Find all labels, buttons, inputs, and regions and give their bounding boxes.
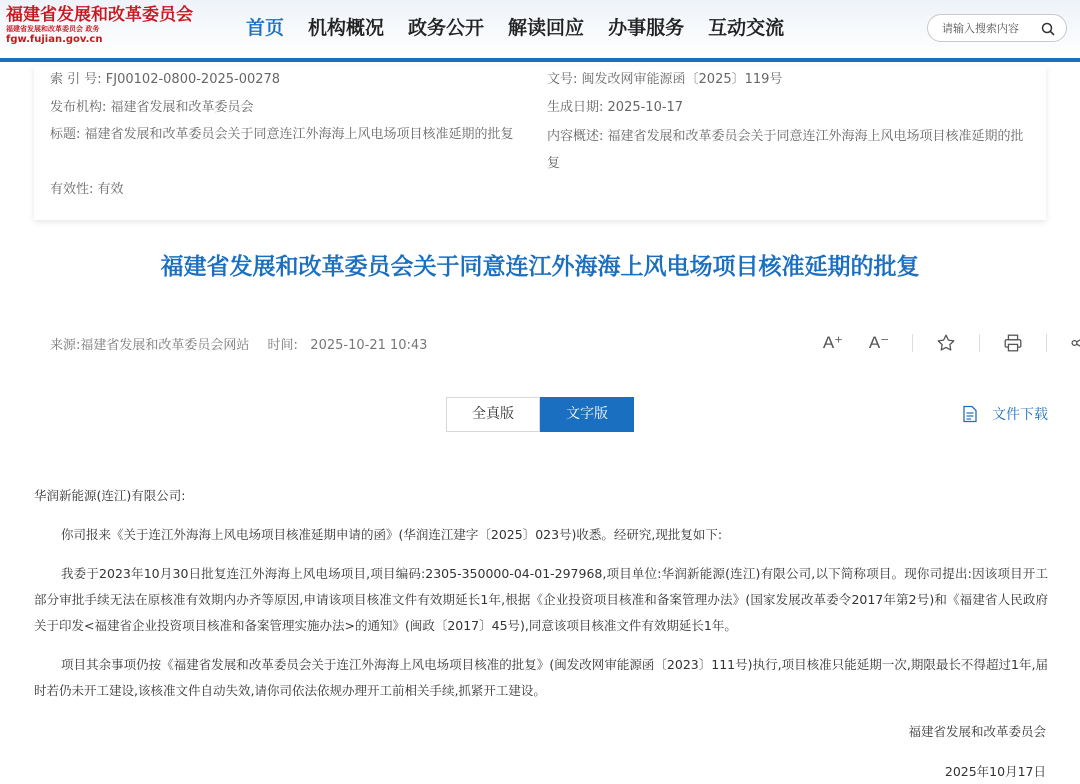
search-box [927,14,1067,42]
main-nav [234,14,796,42]
nav-item-interpretation[interactable]: 解读回应 [508,17,585,39]
file-download-label: 文件下载 [992,407,1048,423]
toolbar-divider [979,334,980,352]
nav-item-services[interactable]: 办事服务 [608,17,685,39]
tab-full-version[interactable]: 全真版 [446,397,540,432]
article-toolbar [820,330,1080,356]
addressee: 华润新能源(连江)有限公司: [34,488,186,503]
meta-publisher: 发布机构: 福建省发展和改革委员会 [50,100,254,115]
meta-summary: 内容概述: 福建省发展和改革委员会关于同意连江外海海上风电场项目核准延期的批复 [547,129,1024,171]
article-title: 福建省发展和改革委员会关于同意连江外海海上风电场项目核准延期的批复 [160,254,920,280]
logo-title: 福建省发展和改革委员会 [6,5,193,25]
meta-doc-number: 文号: 闽发改网审能源函〔2025〕119号 [547,72,783,87]
meta-index: 索 引 号: FJ00102-0800-2025-00278 [50,72,281,87]
nav-item-gov-affairs[interactable]: 政务公开 [408,17,485,39]
document-icon [962,405,978,423]
print-icon[interactable] [1000,330,1026,356]
site-logo[interactable] [6,5,216,51]
nav-item-interaction[interactable]: 互动交流 [708,17,785,39]
article-source: 来源:福建省发展和改革委员会网站 [50,338,250,353]
toolbar-divider [1046,334,1047,352]
body-paragraph-2: 我委于2023年10月30日批复连江外海海上风电场项目,项目编码:2305-350000-04-01-297968,项目单位:华润新能源(连江)有限公司,以下简称项目。现你司提出:因该项目开工部分审批手续无法在原核准有效期内办齐等原因,申请该项目核准文件有效期延长1年,根据《企业投资项目核准和备案管理办法》(国家发展改革委令2017年第2号)和《福建省人民政府关于印发<福建省企业投资项目核准和备案管理实施办法>的通知》(闽政〔2017〕45号),同意该项目核准文件有效期延长1年。 [34,566,1048,633]
body-paragraph-1: 你司报来《关于连江外海海上风电场项目核准延期申请的函》(华润连江建字〔2025〕023号)收悉。经研究,现批复如下: [61,527,723,542]
article-source-line [50,334,427,353]
share-icon[interactable] [1067,330,1080,356]
nav-item-home[interactable]: 首页 [246,17,285,39]
signature-date: 2025年10月17日 [944,764,1046,779]
toolbar-divider [912,334,913,352]
version-tabs [446,397,634,432]
logo-url: fgw.fujian.gov.cn [6,34,103,45]
logo-subtitle: 福建省发展和改革委员会 政务 [6,25,100,33]
font-increase-icon[interactable]: A⁺ [822,333,844,352]
document-meta-panel [34,66,1046,220]
file-download-link[interactable] [962,404,1048,424]
meta-date: 生成日期: 2025-10-17 [547,100,684,115]
site-header [0,0,1080,62]
signature-organization: 福建省发展和改革委员会 [908,724,1046,739]
meta-validity: 有效性: 有效 [50,182,124,197]
star-icon[interactable] [933,330,959,356]
article-time: 时间: 2025-10-21 10:43 [267,338,428,353]
body-paragraph-3: 项目其余事项仍按《福建省发展和改革委员会关于连江外海海上风电场项目核准的批复》(闽发改网审能源函〔2023〕111号)执行,项目核准只能延期一次,期限最长不得超过1年,届时若仍未开工建设,该核准文件自动失效,请你司依法依规办理开工前相关手续,抓紧开工建设。 [34,657,1048,698]
search-icon[interactable] [1040,21,1056,37]
search-input[interactable] [942,20,1037,37]
font-decrease-icon[interactable]: A⁻ [868,333,890,352]
tab-text-version[interactable]: 文字版 [540,397,634,432]
meta-title: 标题: 福建省发展和改革委员会关于同意连江外海海上风电场项目核准延期的批复 [50,127,514,142]
nav-item-about[interactable]: 机构概况 [308,17,385,39]
